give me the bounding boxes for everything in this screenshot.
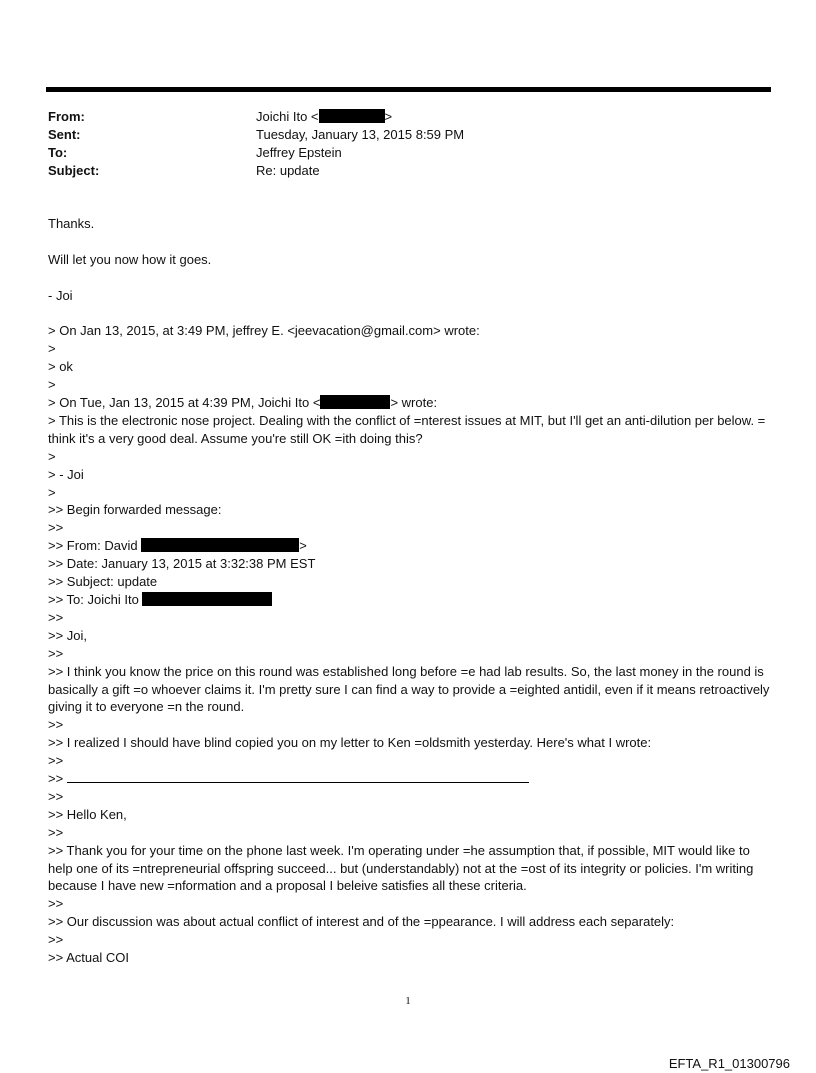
signature: - Joi: [48, 287, 73, 303]
quoted-line: > On Jan 13, 2015, at 3:49 PM, jeffrey E. <jeevacation@gmail.com> wrote:: [48, 323, 480, 339]
forwarded-line: [48, 770, 773, 788]
separator-rule: [67, 771, 529, 783]
redaction-block: [141, 538, 299, 552]
quoted-line: >: [48, 448, 56, 464]
body-line: Thanks.: [48, 216, 95, 231]
header-rule: [46, 87, 771, 92]
subject-label: Subject:: [48, 163, 100, 178]
blank-line: [48, 233, 773, 251]
email-body: [48, 215, 773, 967]
forwarded-line: >> Begin forwarded message:: [48, 502, 222, 518]
forwarded-line: >> Subject: update: [48, 574, 158, 590]
quoted-line: >: [48, 484, 56, 500]
quoted-line: [48, 394, 773, 412]
to-row: [48, 144, 464, 162]
body-line: Will let you now how it goes.: [48, 251, 212, 267]
quoted-text: > wrote:: [390, 395, 438, 411]
forwarded-line: >>: [48, 520, 64, 536]
email-header: [48, 108, 464, 180]
redaction-block: [142, 592, 272, 606]
sent-label: Sent:: [48, 127, 81, 142]
forwarded-line: >>: [48, 609, 64, 625]
forwarded-line: >> I realized I should have blind copied you on my letter to Ken =oldsmith yesterday. Here's what I wrote:: [48, 735, 652, 751]
quoted-paragraph: > This is the electronic nose project. Dealing with the conflict of =nterest issues at MIT, but I'll get an anti-dilution per below. = think it's a very good deal. Assume you're still OK =ith doing this?: [48, 412, 766, 446]
quoted-line: > - Joi: [48, 466, 84, 482]
quoted-line: > ok: [48, 359, 73, 375]
quoted-text: > On Tue, Jan 13, 2015 at 4:39 PM, Joichi Ito <: [48, 395, 321, 411]
blank-line: [48, 305, 773, 323]
forwarded-line: >>: [48, 753, 64, 769]
forwarded-line: >>: [48, 932, 64, 948]
forwarded-line: [48, 537, 773, 555]
forwarded-text: >> From: David: [48, 538, 142, 554]
forwarded-line: >>: [48, 645, 64, 661]
from-name: Joichi Ito <: [256, 109, 319, 124]
forwarded-text: >>: [48, 771, 67, 787]
bates-number: EFTA_R1_01300796: [668, 1056, 790, 1071]
from-close: >: [384, 109, 393, 124]
quoted-line: >: [48, 377, 56, 393]
forwarded-line: >>: [48, 717, 64, 733]
forwarded-line: [48, 591, 773, 609]
sent-row: [48, 126, 464, 144]
forwarded-paragraph: >> Thank you for your time on the phone last week. I'm operating under =he assumption that, if possible, MIT would like to help one of its =ntrepreneurial offspring succeed... but (understandably) not at the =ost of its integrity or policies. I'm writing because I have new =nformation and a proposal I beleive satisfies all these criteria.: [48, 842, 754, 894]
forwarded-line: >> Date: January 13, 2015 at 3:32:38 PM EST: [48, 556, 316, 572]
subject-row: [48, 162, 464, 180]
forwarded-line: >>: [48, 788, 64, 804]
subject-value: Re: update: [256, 163, 320, 178]
blank-line: [48, 269, 773, 287]
forwarded-line: >> Joi,: [48, 627, 88, 643]
to-value: Jeffrey Epstein: [256, 145, 342, 160]
forwarded-text: >> To: Joichi Ito: [48, 591, 143, 607]
from-row: [48, 108, 464, 126]
forwarded-text: >: [299, 538, 307, 554]
sent-value: Tuesday, January 13, 2015 8:59 PM: [256, 127, 465, 142]
forwarded-line: >>: [48, 896, 64, 912]
forwarded-paragraph: >> I think you know the price on this round was established long before =e had lab results. So, the last money in the round is basically a gift =o whoever claims it. I'm pretty sure I can find a way to provide a =eighted antidil, even if it means retroactively giving it to everyone =n the round.: [48, 663, 770, 715]
redaction-block: [320, 395, 390, 409]
from-label: From:: [48, 109, 85, 124]
from-value: [256, 108, 392, 126]
forwarded-line: >> Actual COI: [48, 950, 129, 966]
page-number: 1: [405, 995, 411, 1007]
quoted-line: >: [48, 341, 56, 357]
redaction-block: [319, 109, 385, 123]
forwarded-line: >>: [48, 824, 64, 840]
forwarded-line: >> Our discussion was about actual conflict of interest and of the =ppearance. I will address each separately:: [48, 914, 675, 930]
to-label: To:: [48, 145, 68, 160]
forwarded-line: >> Hello Ken,: [48, 806, 127, 822]
